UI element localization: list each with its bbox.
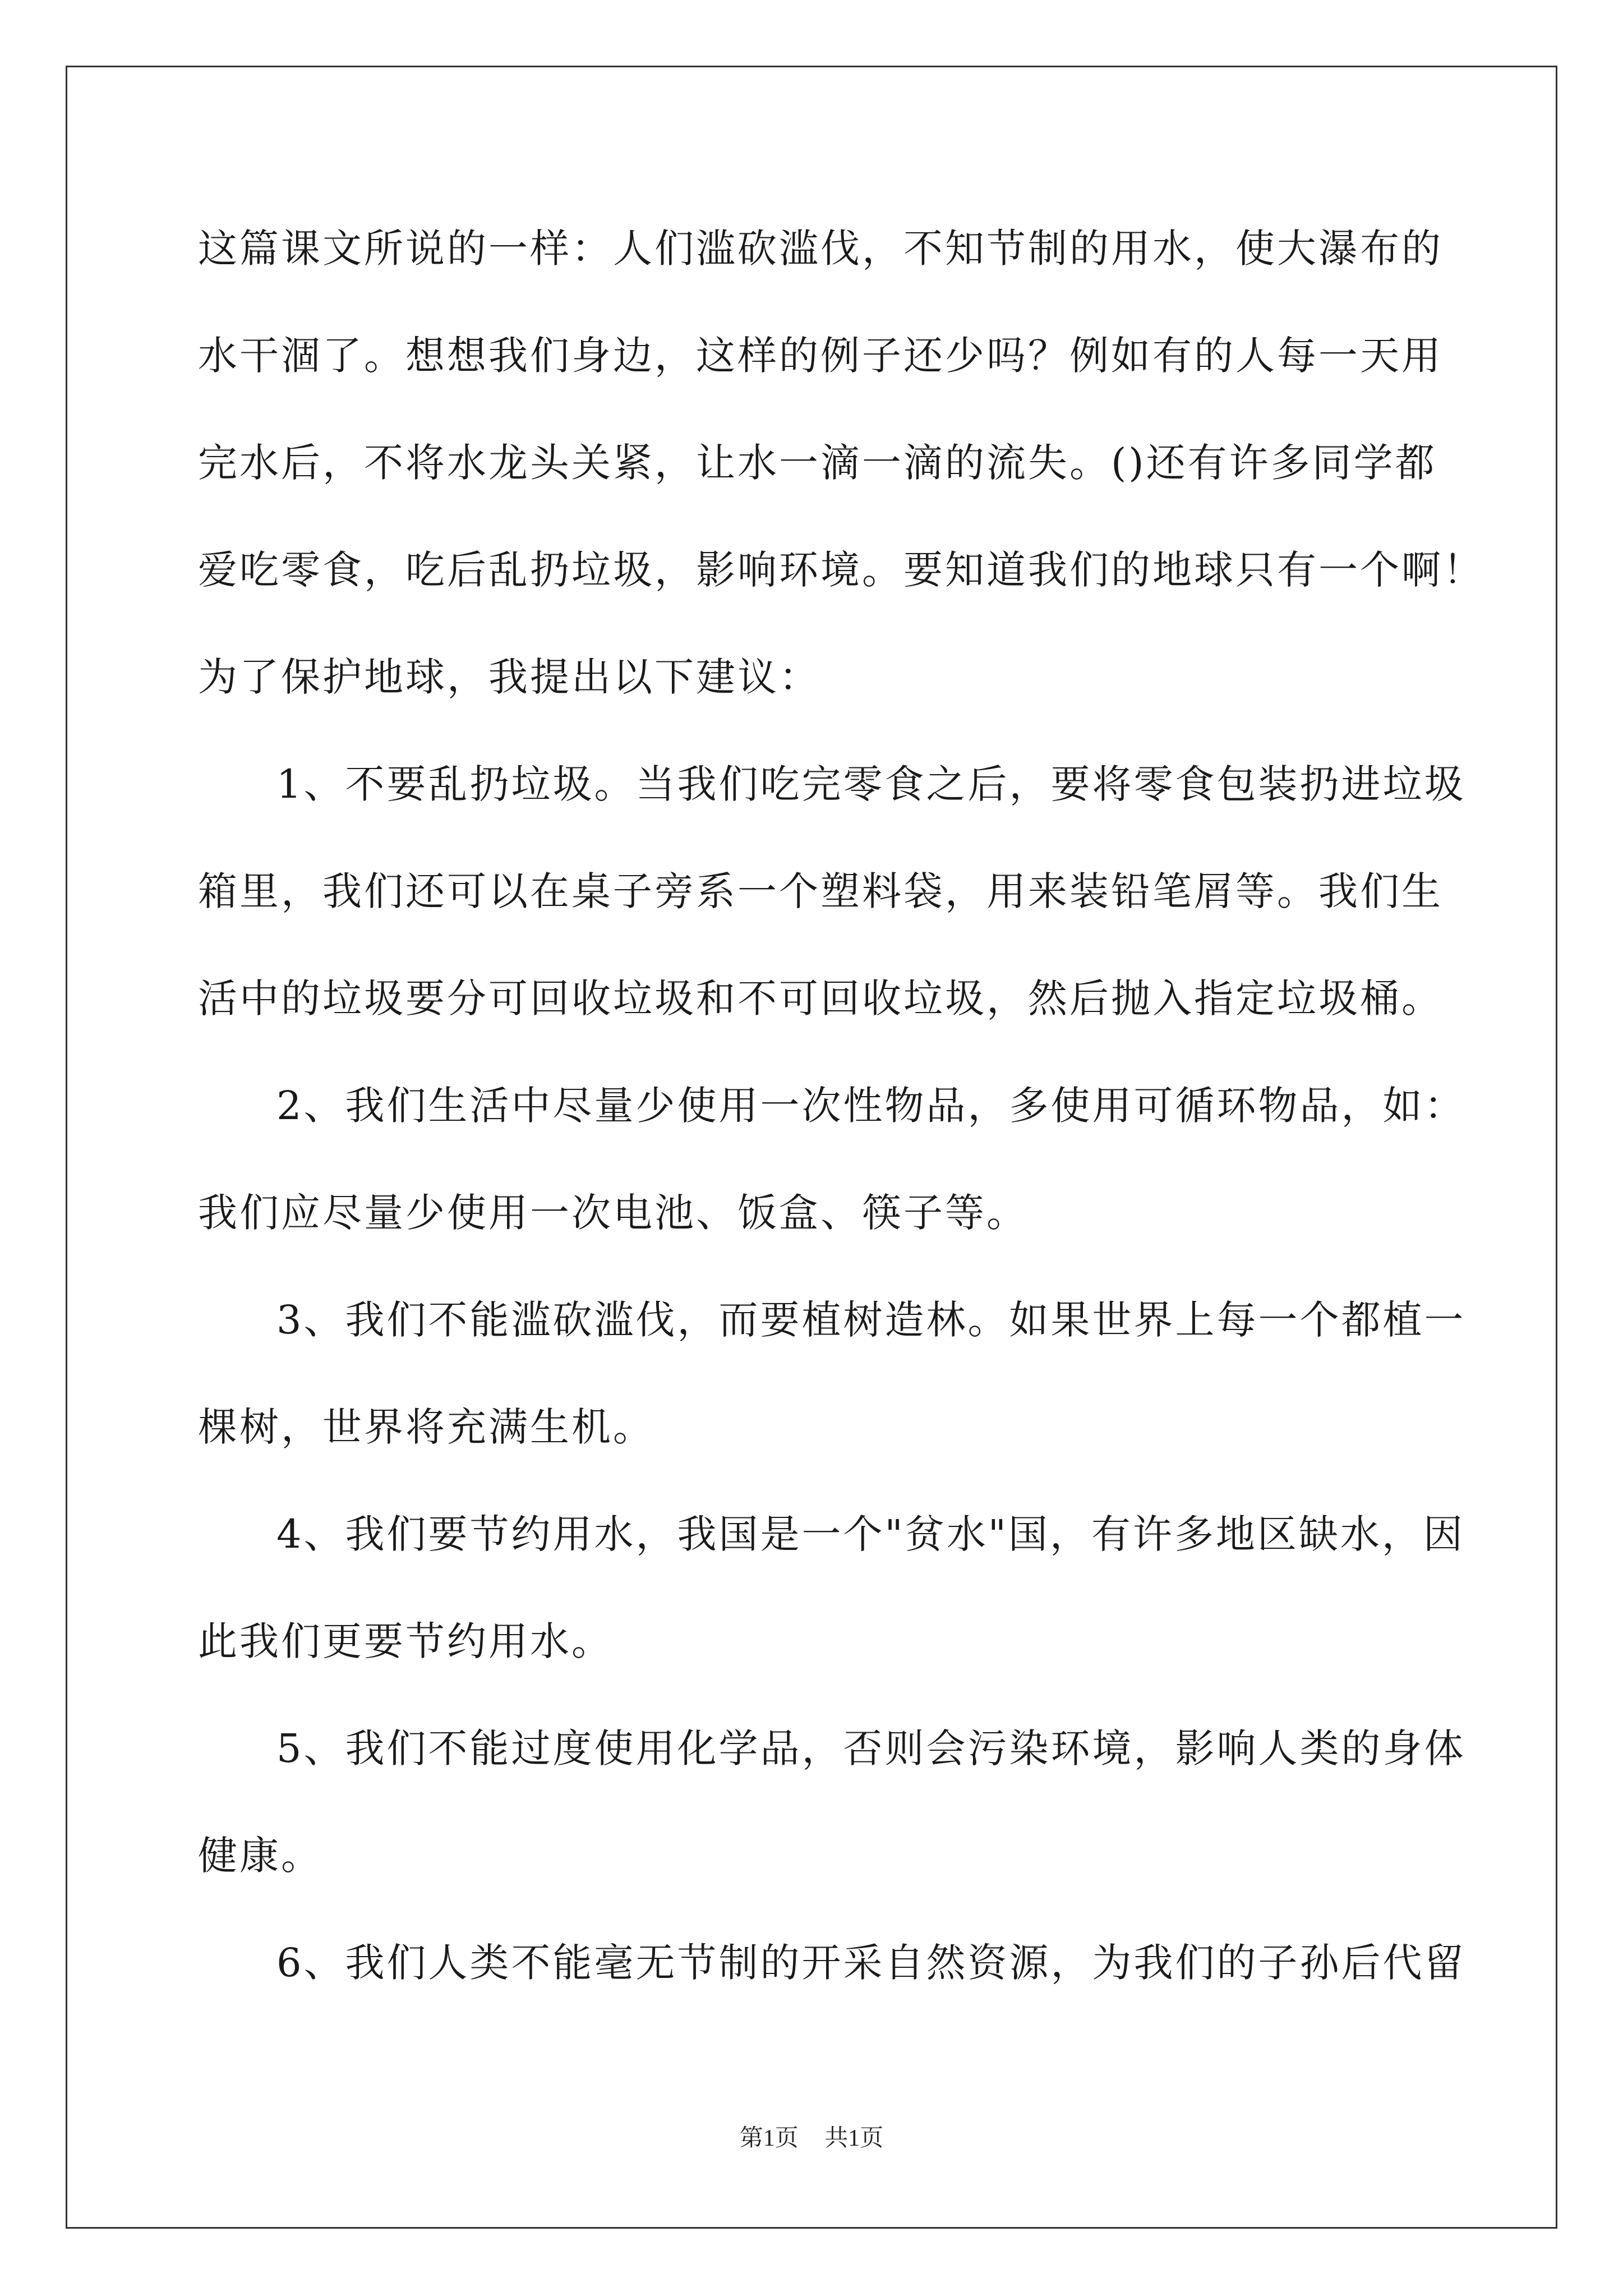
suggestion-1-line: 1、不要乱扔垃圾。当我们吃完零食之后，要将零食包装扔进垃圾 (276, 761, 1466, 807)
text-line: 完水后，不将水龙头关紧，让水一滴一滴的流失。()还有许多同学都 (198, 440, 1437, 486)
text-line: 箱里，我们还可以在桌子旁系一个塑料袋，用来装铅笔屑等。我们生 (198, 868, 1443, 914)
text-line: 这篇课文所说的一样：人们滥砍滥伐，不知节制的用水，使大瀑布的 (198, 226, 1443, 272)
suggestion-2-line: 2、我们生活中尽量少使用一次性物品，多使用可循环物品，如： (276, 1083, 1466, 1129)
text-line: 此我们更要节约用水。 (198, 1618, 613, 1664)
suggestion-3-line: 3、我们不能滥砍滥伐，而要植树造林。如果世界上每一个都植一 (276, 1297, 1466, 1343)
text-line: 为了保护地球，我提出以下建议： (198, 654, 820, 700)
suggestion-6-line: 6、我们人类不能毫无节制的开采自然资源，为我们的子孙后代留 (276, 1940, 1466, 1986)
text-line: 健康。 (198, 1833, 322, 1879)
page-number-total: 共1页 (824, 2125, 884, 2151)
text-line: 水干涸了。想想我们身边，这样的例子还少吗？例如有的人每一天用 (198, 333, 1443, 379)
page-number-current: 第1页 (739, 2125, 799, 2151)
suggestion-4-line: 4、我们要节约用水，我国是一个"贫水"国，有许多地区缺水，因 (276, 1511, 1465, 1557)
document-body (198, 218, 1484, 2039)
text-line: 我们应尽量少使用一次电池、饭盒、筷子等。 (198, 1190, 1028, 1236)
suggestion-5-line: 5、我们不能过度使用化学品，否则会污染环境，影响人类的身体 (276, 1726, 1466, 1772)
text-line: 棵树，世界将充满生机。 (198, 1404, 654, 1450)
page-footer (0, 2119, 1623, 2153)
text-line: 活中的垃圾要分可回收垃圾和不可回收垃圾，然后抛入指定垃圾桶。 (198, 976, 1443, 1022)
text-line: 爱吃零食，吃后乱扔垃圾，影响环境。要知道我们的地球只有一个啊！ (198, 547, 1484, 593)
